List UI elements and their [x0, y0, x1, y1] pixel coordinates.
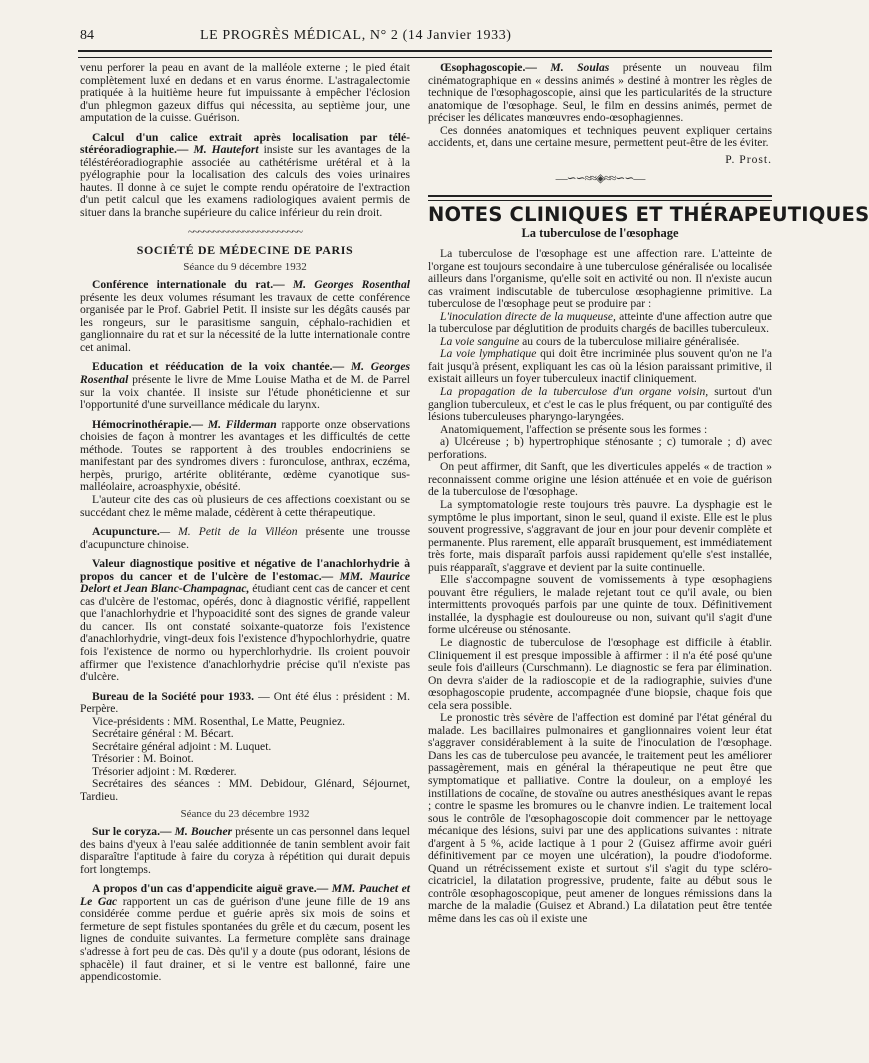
entry-title: Valeur diagnostique positive et négative de l'anachlorhydrie à propos du cancer et de l'ulcère de l'estomac.: [80, 557, 410, 583]
entry-author: — M. Hautefort: [176, 143, 259, 157]
entry-title: Sur le coryza.: [92, 825, 160, 839]
left-column: [80, 62, 410, 984]
entry-title: Hémocrinothérapie.: [92, 417, 192, 431]
entry-title: Conférence internationale du rat.: [92, 278, 274, 292]
bureau-line: Secrétaires des séances : MM. Debidour, Glénard, Séjournet, Tardieu.: [80, 777, 410, 803]
paragraph: Ces données anatomiques et techniques peuvent expliquer certains accidents, et, dans une certaine mesure, permettent peut-être de les éviter.: [428, 123, 772, 150]
entry-title: A propos d'un cas d'appendicite aiguë grave.: [92, 882, 317, 896]
entry-author: — M. Georges Rosenthal: [80, 360, 410, 387]
entry-text: étudiant cent cas de cancer et cent cas d'ulcère de l'estomac, opérés, donc à diagnostic vérifié, rappellent que l'anachlorhydrie et l'hypoacidité sont des signes de grande valeur du cancer. Ils ont constaté soixante-quatorze fois l'existence d'anachlorhydrie, vingt-deux fois l'existence d'hypochlorhydrie, quatre fois l'existence de normo ou hyperchlorhydrie. Ils croient pouvoir affirmer que l'existence d'anachlorhydrie précise qu'il n'existe pas d'ulcère.: [80, 582, 411, 684]
bureau-line: Trésorier adjoint : M. Rœderer.: [92, 764, 237, 778]
running-title: LE PROGRÈS MÉDICAL, N° 2 (14 Janvier 1933): [200, 28, 512, 43]
acu-entry: [80, 526, 410, 551]
entry-text: insiste sur les avantages de la téléstéréoradiographie associée au cathétérisme urétéral et à la pyélographie pour la localisation des calculs des voies urinaires hautes. Il donne à ce sujet le compte rendu opératoire de l'extraction d'un petit calcul que les examens radiologiques avaient permis de situer dans la branche supérieure du calice inférieur du rein droit.: [80, 143, 410, 220]
paragraph: a) Ulcéreuse ; b) hypertrophique sténosante ; c) tumorale ; d) avec perforations.: [428, 435, 772, 461]
entry-text: présente les deux volumes résumant les travaux de cette conférence organisée par le Prof. Gabriel Petit. Il insiste sur les dégâts causés par les rongeurs, sur le parasitisme sanguin, céphalo-rachidien et ganglionnaire du rat et sur la nécessité de la lutte internationale contre cet animal.: [80, 290, 410, 354]
entry-title: Education et rééducation de la voix chantée.: [92, 360, 333, 374]
paragraph: [428, 311, 772, 336]
seance-date: Séance du 23 décembre 1932: [180, 807, 310, 820]
bureau-line: Secrétaire général adjoint : M. Luquet.: [92, 739, 272, 753]
entry-author: — M. Petit de la Villéon: [159, 525, 298, 539]
ornament-separator: —∽∽≈≈◈≈≈∽∽—: [555, 171, 645, 186]
app-entry: [80, 883, 410, 983]
paragraph: Anatomiquement, l'affection se présente sous les formes :: [440, 422, 708, 436]
paragraph: Elle s'accompagne souvent de vomissements à type œsophagiens pouvant être réguliers, le malade rejetant tout ce qu'il avale, ou bien intermittents provoqués parfois par une quinte de toux. Définitivement installée, la dysphagie est douloureuse ou non, suivant qu'il s'agit d'une forme ulcéreuse ou sténosante.: [428, 573, 772, 637]
bureau-line: Trésorier : M. Boinot.: [92, 752, 194, 766]
entry-author: — M. Georges Rosenthal: [273, 278, 410, 292]
entry-text: présente un nouveau film cinématographique en « dessins animés » destiné à montrer les règles de technique de l'œsophagoscopie, ainsi que les particularités de la structure anatomique de l'œsophage. Seul, le film en dessins animés, permet de préciser les délicates manœuvres endo-œsophagiennes.: [428, 61, 772, 125]
entry-title: Acupuncture.: [92, 525, 160, 539]
calcul-entry: [80, 132, 410, 220]
society-title: SOCIÉTÉ DE MÉDECINE DE PARIS: [136, 243, 354, 258]
entry-title: Œsophagoscopie.: [440, 61, 526, 74]
oeso-entry: [428, 62, 772, 125]
bureau-entry: [80, 691, 410, 716]
section-title: NOTES CLINIQUES ET THÉRAPEUTIQUES: [428, 202, 869, 226]
entry-text: rapportent un cas de guérison d'une jeune fille de 19 ans considérée comme perdue et guérie après six mois de soins et fermeture de sept fistules spontanées du grêle et du cæcum, posent les lignes de conduite suivantes. La fermeture complète sans drainage s'adresse à fort peu de cas. Dès qu'il y a doute (pus odorant, lésions de sphacèle) il faut drainer, et si le ventre est ballonné, faire une appendicostomie.: [80, 894, 410, 984]
bureau-line: Secrétaire général : M. Bécart.: [92, 727, 234, 741]
educ-entry: [80, 361, 410, 411]
author-signature: P. Prost.: [725, 152, 772, 166]
entry-title: Calcul d'un calice extrait après localisation par télé-stéréoradiographie.: [80, 130, 410, 157]
paragraph-text: qui doit être incriminée plus souvent qu'on ne l'a fait jusqu'à présent, expliquant les cas où la lésion paraissant primitive, il existait ailleurs un foyer tuberculeux inactif cliniquement.: [428, 347, 772, 386]
section-rule: [428, 195, 772, 201]
entry-text: — Ont été élus : président : M. Perpère.: [80, 689, 410, 716]
article-title: La tuberculose de l'œsophage: [521, 226, 679, 241]
entry-text: rapporte onze observations choisies de façon à montrer les avantages et les difficultés de cette méthode. Toutes se rapportent à des troubles endocriniens se manifestant par des syndromes divers : furonculose, anthrax, eczéma, herpès, prurigo, artérite oblitérante, œdème cyanotique sus-malléolaire, acroasphyxie, obésité.: [80, 417, 410, 494]
header-rule: [78, 50, 772, 58]
entry-title: Bureau de la Société pour 1933.: [92, 689, 255, 703]
entry-author: — MM. Maurice Delort et Jean Blanc-Champagnac,: [80, 569, 410, 596]
paragraph-text: au cours de la tuberculose miliaire généralisée.: [519, 334, 740, 348]
entry-text: présente le livre de Mme Louise Matha et de M. de Parrel sur la voix chantée. Il insiste sur l'étude phonéticienne et sur l'opportunité d'une surveillance médicale du larynx.: [80, 373, 410, 412]
coryza-entry: [80, 826, 410, 876]
paragraph: Le diagnostic de tuberculose de l'œsophage est difficile à établir. Cliniquement il est presque impossible à affirmer : il n'a été posé qu'une seule fois d'ailleurs (Curschmann). Le diagnostic se fera par élimination. On devra s'aider de la radioscopie et de la radiographie, suivies d'une œsophagoscopie prudente, accompagnée d'une biopsie, chaque fois que cela sera possible.: [428, 635, 772, 712]
paragraph: [428, 386, 772, 424]
conf-entry: [80, 279, 410, 354]
bureau-line: Vice-présidents : MM. Rosenthal, Le Matte, Peugniez.: [92, 714, 346, 728]
entry-author: — M. Boucher: [160, 825, 233, 839]
entry-author: — MM. Pauchet et Le Gac: [80, 882, 410, 908]
paragraph: [428, 348, 772, 386]
seance-date: Séance du 9 décembre 1932: [183, 260, 307, 273]
running-header: [80, 28, 770, 50]
entry-text: présente une trousse d'acupuncture chinoise.: [80, 525, 410, 551]
page-number: 84: [80, 28, 94, 43]
paragraph-text: surtout d'un ganglion tuberculeux, et c'est le cas le plus fréquent, ou par contiguïté des lésions tuberculeuses pharyngo-laryngées.: [428, 385, 773, 424]
entry-author: — M. Filderman: [191, 417, 277, 431]
paragraph: Le pronostic très sévère de l'affection est dominé par l'état général du malade. Les bacillaires pulmonaires et ganglionnaires voient leur état s'aggraver considérablement à la suite de l'inoculation de l'œsophage. Dans les cas de tuberculose peu avancée, le traitement peut les améliorer passagèrement, mais en général la thérapeutique ne peut être que symptomatique et palliative. Contre la douleur, on a employé les instillations de cocaïne, de stovaïne ou autres anesthésiques avant le repas ; contre le spasme les bromures ou le chanvre indien. Le traitement local sous le contrôle de l'œsophagoscopie doit commencer par le nettoyage mécanique des lésions, suivi par une des applications suivantes : nitrate d'argent à 5 %, acide lactique à 1 pour 2 (Guisez affirme avoir guéri définitivement par ce moyen une ulcération), la poudre d'iodoforme. Quand un rétrécissement existe et surtout s'il s'agit du type scléro-cicatriciel, la dilatation progressive, prudente, faite au début sous le contrôle œsophagoscopique, peut amener de longues rémissions dans la marche de la maladie (Guisez et Abrand.) La dilatation peut être tentée même dans les cas où il existe une: [428, 711, 772, 925]
italic-lead: La propagation de la tuberculose d'un organe voisin,: [440, 385, 709, 399]
paragraph: La symptomatologie reste toujours très pauvre. La dysphagie est le symptôme le plus important, sinon le seul, quand il existe. Elle est le plus souvent progressive, s'aggravant de jour en jour pour devenir complète et permanente. Plus rarement, elle apparaît brusquement, est immédiatement très forte, mais disparaît parfois aussi rapidement qu'elle s'est installée, puis réapparaît, s'aggrave et devient par la suite continuelle.: [428, 497, 772, 574]
italic-lead: La voie lymphatique: [440, 347, 537, 361]
wavy-separator: ~~~~~~~~~~~~~~~~~~~~~~~: [188, 225, 302, 238]
right-column: [428, 61, 869, 926]
italic-lead: L'inoculation directe de la muqueuse,: [440, 309, 616, 323]
paragraph-text: atteinte d'une affection autre que la tuberculose par déglutition de produits chargés de bacilles tuberculeux.: [428, 309, 772, 336]
hemo-entry: [80, 419, 410, 494]
paragraph: La tuberculose de l'œsophage est une affection rare. L'atteinte de l'organe est toujours secondaire à une tuberculose généralisée ou localisée ailleurs dans l'organisme, qu'elle soit en activité ou non. Il n'existe aucun cas vraiment indiscutable de tuberculose œsophagienne primitive. La tuberculose de l'œsophage peut se produire par :: [428, 247, 772, 311]
paragraph: On peut affirmer, dit Sanft, que les diverticules appelés « de traction » reconnaissent comme origine une lésion atténuée et en voie de guérison de la tuberculose de l'œsophage.: [428, 460, 772, 499]
entry-text: présente un cas personnel dans lequel des bains d'yeux à l'eau salée additionnée de tanin semblent avoir fait disparaître l'aptitude à faire du coryza à répétition qui durait depuis fort longtemps.: [80, 825, 410, 876]
entry-author: — M. Soulas: [525, 61, 610, 74]
paragraph: L'auteur cite des cas où plusieurs de ces affections coexistant ou se succédant chez le même malade, cédèrent à cette thérapeutique.: [80, 492, 410, 519]
val-entry: [80, 558, 410, 683]
italic-lead: La voie sanguine: [440, 334, 520, 348]
paragraph: venu perforer la peau en avant de la malléole externe ; le pied était complètement luxé en dedans et en varus énorme. L'astragalectomie pratiquée à la huitième heure fut impuissante à empêcher l'éclosion d'un phlegmon gazeux diffus qui nécessita, au septième jour, une amputation de la cuisse. Guérison.: [80, 61, 410, 125]
